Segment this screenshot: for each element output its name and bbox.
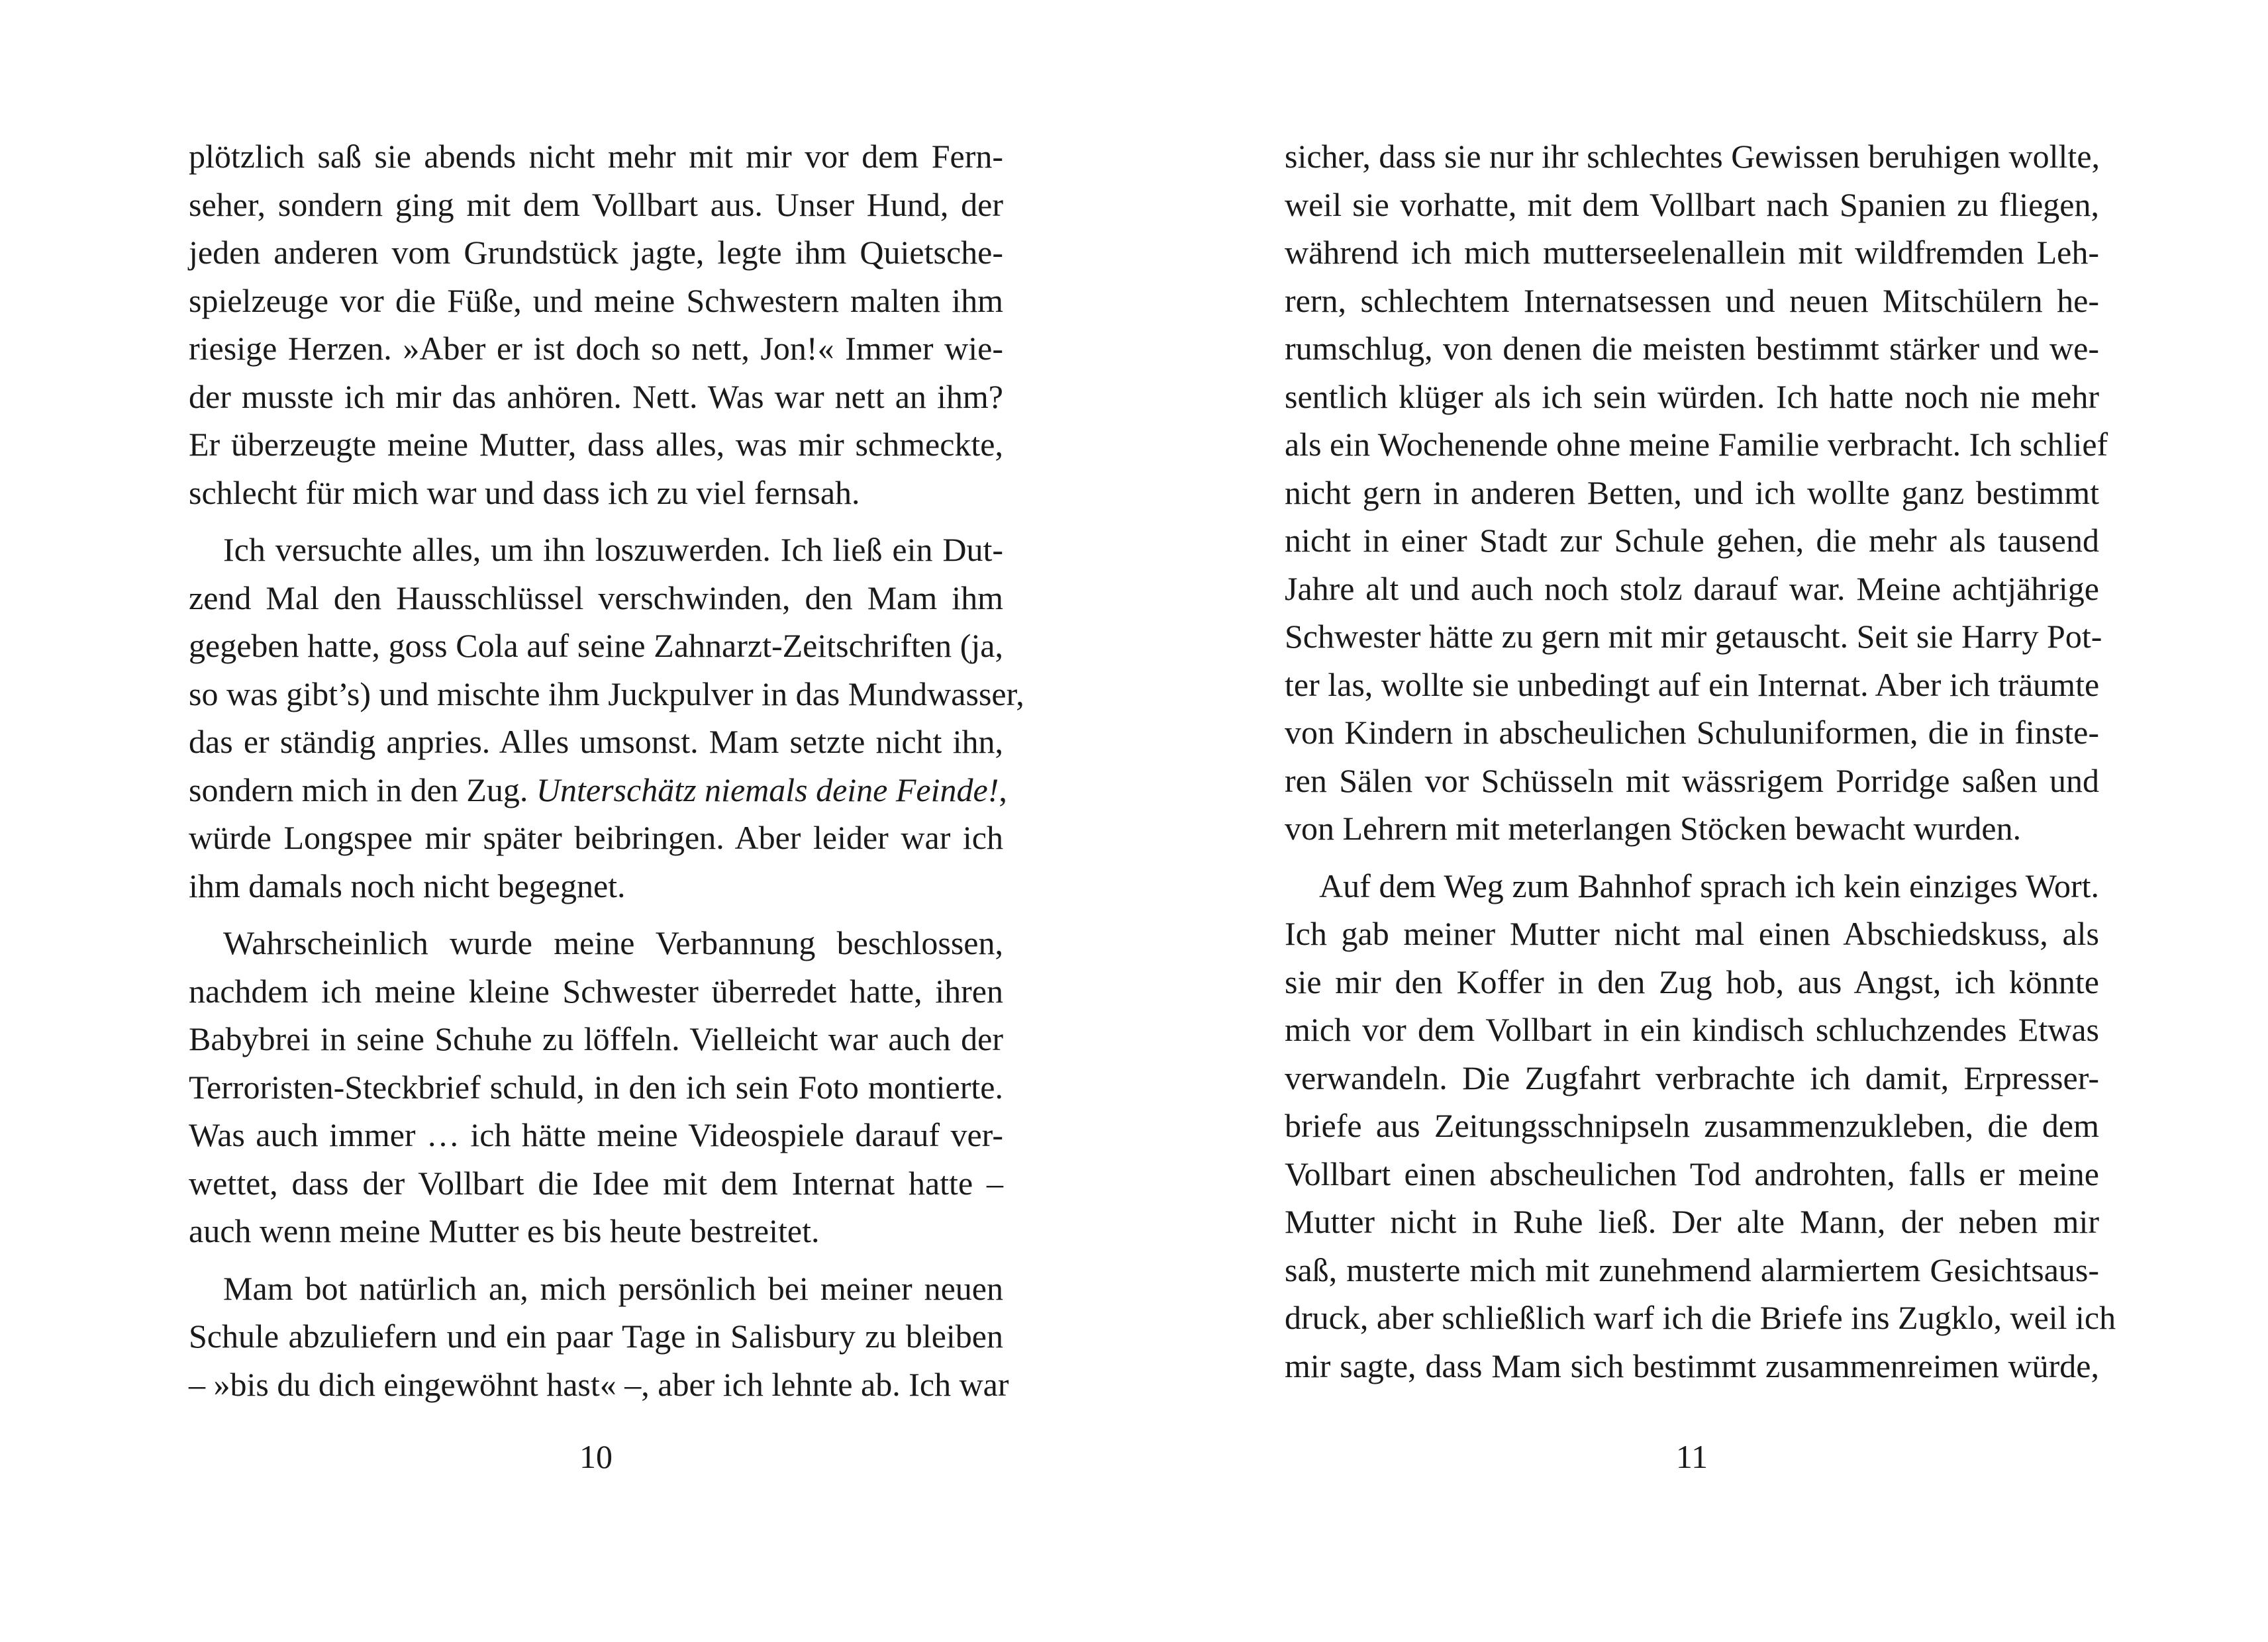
text-line: mir sagte, dass Mam sich bestimmt zusammenreimen würde,	[1285, 1347, 2099, 1384]
text-line: – »bis du dich eingewöhnt hast« –, aber ich lehnte ab. Ich war	[189, 1365, 1009, 1403]
left-page-text	[189, 132, 1024, 1408]
text-line: während ich mich mutterseelenallein mit wildfremden Leh-	[1285, 234, 2099, 271]
text-line: würde Longspee mir später beibringen. Aber leider war ich	[189, 819, 1003, 856]
text-line: saß, musterte mich mit zunehmend alarmiertem Gesichtsaus-	[1285, 1251, 2099, 1288]
text-line: druck, aber schließlich warf ich die Briefe ins Zugklo, weil ich	[1285, 1299, 2116, 1336]
text-line: seher, sondern ging mit dem Vollbart aus. Unser Hund, der	[189, 185, 1003, 223]
text-line: ihm damals noch nicht begegnet.	[189, 867, 626, 904]
text-line: der musste ich mir das anhören. Nett. Was war nett an ihm?	[189, 377, 1003, 415]
text-line: auch wenn meine Mutter es bis heute bestreitet.	[189, 1212, 820, 1249]
text-line: nicht in einer Stadt zur Schule gehen, die mehr als tausend	[1285, 522, 2099, 559]
text-line: riesige Herzen. »Aber er ist doch so nett, Jon!« Immer wie-	[189, 330, 1003, 367]
text-line: als ein Wochenende ohne meine Familie verbracht. Ich schlief	[1285, 426, 2108, 463]
text-line: wettet, dass der Vollbart die Idee mit dem Internat hatte –	[189, 1164, 1003, 1202]
text-line: Jahre alt und auch noch stolz darauf war. Meine achtjährige	[1285, 569, 2099, 607]
text-line: Mutter nicht in Ruhe ließ. Der alte Mann, der neben mir	[1285, 1203, 2099, 1240]
text-line: spielzeuge vor die Füße, und meine Schwestern malten ihm	[189, 281, 1003, 319]
page-number: 11	[1675, 1438, 1708, 1475]
text-line: Mam bot natürlich an, mich persönlich bei meiner neuen	[223, 1269, 1003, 1307]
page-number: 10	[579, 1438, 613, 1475]
text-line: sentlich klüger als ich sein würden. Ich hatte noch nie mehr	[1285, 377, 2099, 415]
text-line: Babybrei in seine Schuhe zu löffeln. Vielleicht war auch der	[189, 1020, 1003, 1057]
text-line: briefe aus Zeitungsschnipseln zusammenzukleben, die dem	[1285, 1107, 2099, 1144]
text-line: ter las, wollte sie unbedingt auf ein Internat. Aber ich träumte	[1285, 665, 2100, 703]
text-line: Er überzeugte meine Mutter, dass alles, was mir schmeckte,	[189, 426, 1003, 463]
text-line: mich vor dem Vollbart in ein kindisch schluchzendes Etwas	[1285, 1011, 2099, 1048]
text-line: Auf dem Weg zum Bahnhof sprach ich kein einziges Wort.	[1319, 867, 2099, 904]
italic-phrase: Unterschätz niemals deine Feinde!	[536, 771, 999, 808]
text-line: rern, schlechtem Internatsessen und neuen Mitschülern he-	[1285, 281, 2099, 319]
text-line: Was auch immer … ich hätte meine Videospiele darauf ver-	[189, 1116, 1003, 1153]
text-line: weil sie vorhatte, mit dem Vollbart nach Spanien zu fliegen,	[1285, 185, 2099, 223]
text-line-with-italic	[189, 766, 1007, 814]
text-line: Terroristen-Steckbrief schuld, in den ich sein Foto montierte.	[189, 1068, 1003, 1106]
text-line: Ich versuchte alles, um ihn loszuwerden. Ich ließ ein Dut-	[223, 531, 1003, 568]
text-line: zend Mal den Hausschlüssel verschwinden, den Mam ihm	[189, 579, 1003, 616]
text-line: jeden anderen vom Grundstück jagte, legte ihm Quietsche-	[189, 234, 1003, 271]
text-line: von Kindern in abscheulichen Schuluniformen, die in finste-	[1285, 714, 2099, 751]
text-line: verwandeln. Die Zugfahrt verbrachte ich damit, Erpresser-	[1285, 1059, 2099, 1096]
text-line: Ich gab meiner Mutter nicht mal einen Abschiedskuss, als	[1285, 915, 2099, 952]
text-line: sie mir den Koffer in den Zug hob, aus Angst, ich könnte	[1285, 963, 2099, 1000]
text-segment: sondern mich in den Zug.	[189, 771, 536, 808]
text-line: nachdem ich meine kleine Schwester überredet hatte, ihren	[189, 972, 1003, 1010]
text-line: Wahrscheinlich wurde meine Verbannung beschlossen,	[223, 924, 1003, 961]
text-line: gegeben hatte, goss Cola auf seine Zahnarzt-Zeitschriften (ja,	[189, 627, 1003, 664]
text-line: von Lehrern mit meterlangen Stöcken bewacht wurden.	[1285, 810, 2022, 847]
text-line: so was gibt’s) und mischte ihm Juckpulver in das Mundwasser,	[189, 675, 1024, 712]
text-line: rumschlug, von denen die meisten bestimmt stärker und we-	[1285, 330, 2099, 367]
text-line: plötzlich saß sie abends nicht mehr mit mir vor dem Fern-	[189, 138, 1003, 175]
text-line: das er ständig anpries. Alles umsonst. Mam setzte nicht ihn,	[189, 723, 1003, 760]
text-line: Schule abzuliefern und ein paar Tage in Salisbury zu bleiben	[189, 1318, 1003, 1355]
text-line: Schwester hätte zu gern mit mir getauscht. Seit sie Harry Pot-	[1285, 618, 2102, 655]
text-segment: ,	[999, 771, 1007, 808]
text-line: ren Sälen vor Schüsseln mit wässrigem Porridge saßen und	[1285, 761, 2099, 799]
text-line: nicht gern in anderen Betten, und ich wollte ganz bestimmt	[1285, 473, 2099, 511]
right-page-text	[1285, 132, 2116, 1390]
text-line: schlecht für mich war und dass ich zu viel fernsah.	[189, 473, 860, 511]
text-line: sicher, dass sie nur ihr schlechtes Gewissen beruhigen wollte,	[1285, 138, 2100, 175]
text-line: Vollbart einen abscheulichen Tod androhten, falls er meine	[1285, 1155, 2099, 1192]
